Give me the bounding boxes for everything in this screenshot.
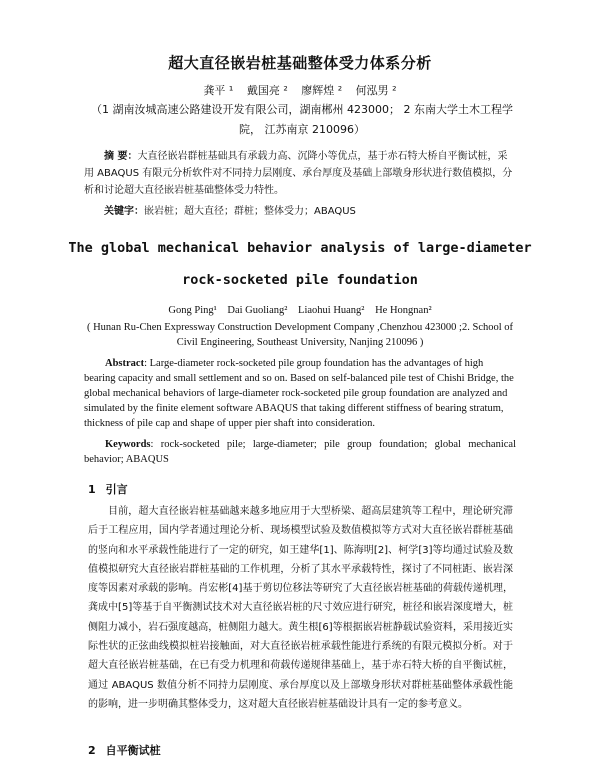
english-abstract-label: Abstract: [105, 358, 145, 369]
section-heading-self-balanced-test: [88, 742, 171, 758]
author-en: He Hongnan²: [375, 305, 432, 316]
chinese-keywords: [84, 203, 516, 220]
chinese-keywords-text: 嵌岩桩；超大直径；群桩；整体受力；ABAQUS: [144, 206, 356, 217]
english-abstract-text: : Large-diameter rock-socketed pile group foundation has the advantages of high bearing capacity and small settlement and so on. Based on self-balanced pile test of Chishi Bridge, the global mechanical behaviors of large-diameter rock-socketed pile group foundation are analyzed and simulated by the finite element software ABAQUS that taking different stiffness of bearing stratum, thickness of pile cap and shape of upper pier shaft into consideration.: [84, 358, 514, 429]
author-cn: 龚平 ¹: [203, 84, 234, 97]
english-keywords: [84, 437, 516, 467]
chinese-abstract-label: 摘 要：: [104, 151, 138, 162]
english-keywords-text: : rock-socketed pile; large-diameter; pile group foundation; global mechanical behavior; ABAQUS: [84, 439, 516, 465]
section-heading-introduction: [88, 481, 138, 497]
english-keywords-label: Keywords: [105, 439, 151, 450]
chinese-authors: [0, 82, 600, 98]
section-title: 引言: [105, 483, 128, 496]
english-authors: [0, 305, 600, 316]
section-number: 2: [88, 744, 96, 757]
chinese-affiliation: （1 湖南汝城高速公路建设开发有限公司，湖南郴州 423000； 2 东南大学土木工程学院， 江苏南京 210096）: [91, 103, 513, 136]
author-cn: 何泓男 ²: [355, 84, 397, 97]
chinese-abstract: [84, 148, 516, 199]
english-affiliation: ( Hunan Ru-Chen Expressway Construction Development Company ,Chenzhou 423000 ;2. School of Civil Engineering, Southeast University, Nanjing 210096 ): [86, 322, 514, 348]
author-en: Liaohui Huang²: [298, 305, 365, 316]
chinese-title: 超大直径嵌岩桩基础整体受力体系分析: [168, 54, 432, 72]
author-en: Gong Ping¹: [168, 305, 217, 316]
english-title-line1: The global mechanical behavior analysis of large-diameter: [68, 240, 532, 256]
author-en: Dai Guoliang²: [227, 305, 288, 316]
english-abstract: [84, 356, 516, 431]
chinese-keywords-label: 关键字：: [104, 206, 144, 217]
section-number: 1: [88, 483, 96, 496]
author-cn: 廖辉煌 ²: [301, 84, 343, 97]
english-title-line2: rock-socketed pile foundation: [182, 272, 418, 288]
introduction-paragraph: 目前，超大直径嵌岩桩基础越来越多地应用于大型桥梁、超高层建筑等工程中，理论研究滞后于工程应用，国内学者通过理论分析、现场模型试验及数值模拟等方式对大直径嵌岩群桩基础的竖向和水平承载性能进行了一定的研究，如王建华[1]、陈海明[2]、柯学[3]等均通过试验及数值模拟研究大直径嵌岩群桩基础的工作机理，分析了其水平承载特性，探讨了不同桩距、嵌岩深度等因素对承载的影响。肖宏彬[4]基于剪切位移法等研究了大直径嵌岩桩基础的荷载传递机理，龚成中[5]等基于自平衡测试技术对大直径嵌岩桩的尺寸效应进行研究，桩径和嵌岩深度增大，桩侧阻力减小，岩石强度越高，桩侧阻力越大。黄生根[6]等根据嵌岩桩静载试验资料，采用接近实际性状的正弦曲线模拟桩岩接触面，对大直径嵌岩桩承载性能进行系统的有限元模拟分析。对于超大直径嵌岩桩基础，在已有受力机理和荷载传递规律基础上，基于赤石特大桥的自平衡试桩，通过 ABAQUS 数值分析不同持力层刚度、承台厚度以及上部墩身形状对群桩基础整体承载性能的影响，进一步明确其整体受力，这对超大直径嵌岩桩基础设计具有一定的参考意义。: [88, 506, 513, 710]
chinese-abstract-text: 大直径嵌岩群桩基础具有承载力高、沉降小等优点，基于赤石特大桥自平衡试桩，采用 ABAQUS 有限元分析软件对不同持力层刚度、承台厚度及基础上部墩身形状进行数值模拟，分析和讨论超大直径嵌岩桩基础整体受力特性。: [84, 151, 513, 196]
section-title: 自平衡试桩: [105, 744, 161, 757]
author-cn: 戴国亮 ²: [246, 84, 288, 97]
